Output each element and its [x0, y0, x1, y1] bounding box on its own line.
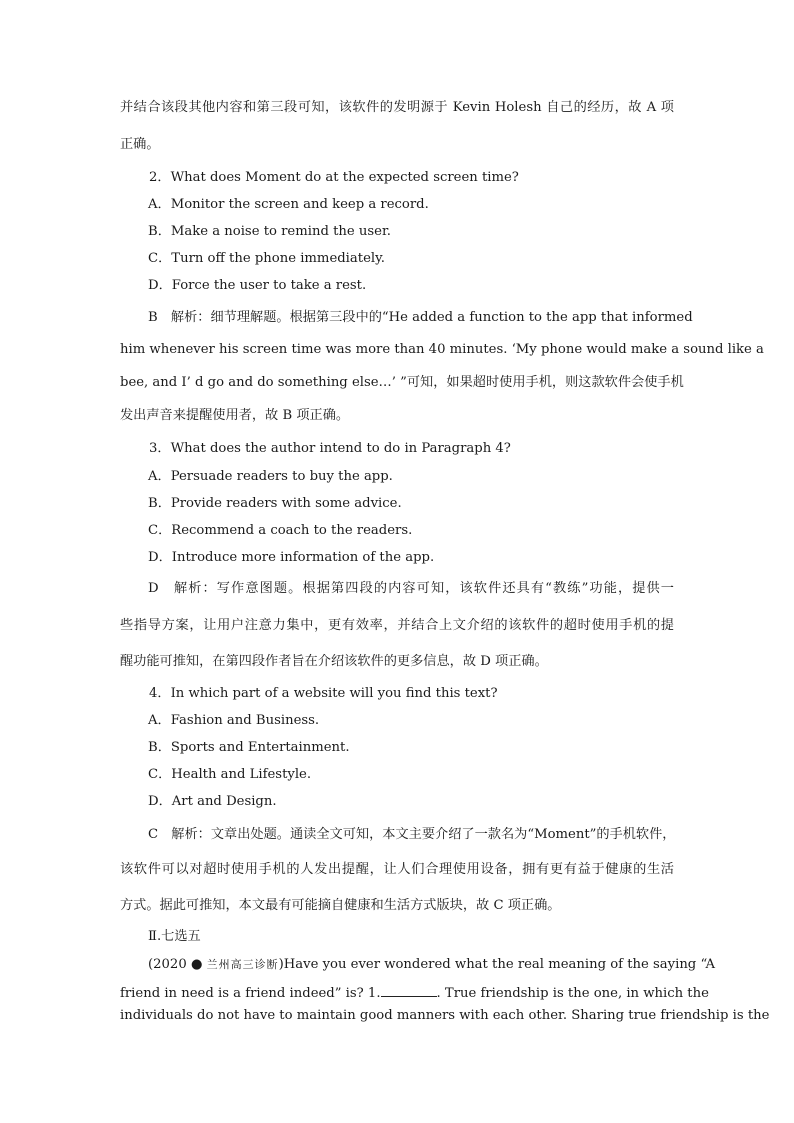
question-3: 3．What does the author intend to do in Paragraph 4? [149, 441, 511, 456]
answer-explanation: D 解析：写作意图题。根据第四段的内容可知，该软件还具有“教练”功能，提供一 [148, 581, 674, 596]
text-line: 醒功能可推知，在第四段作者旨在介绍该软件的更多信息，故 D 项正确。 [120, 654, 548, 669]
text-line: him whenever his screen time was more than 40 minutes. ‘My phone would make a sound like a [120, 342, 764, 357]
passage-line [148, 956, 716, 974]
passage-text: . True friendship is the one, in which the [436, 986, 709, 1001]
text-line: 些指导方案，让用户注意力集中，更有效率，并结合上文介绍的该软件的超时使用手机的提 [120, 618, 674, 633]
question-4: 4．In which part of a website will you find this text? [149, 686, 498, 701]
section-heading: Ⅱ.七选五 [148, 929, 201, 944]
option-a: A．Fashion and Business. [148, 713, 320, 728]
answer-explanation: C 解析：文章出处题。通读全文可知，本文主要介绍了一款名为“Moment”的手机软件， [148, 827, 676, 842]
answer-blank[interactable] [381, 983, 437, 997]
option-d: D．Force the user to take a rest. [148, 278, 367, 293]
text-line: 该软件可以对超时使用手机的人发出提醒，让人们合理使用设备，拥有更有益于健康的生活 [120, 862, 674, 877]
option-c: C．Health and Lifestyle. [148, 767, 312, 782]
answer-explanation: B 解析：细节理解题。根据第三段中的“He added a function to the app that informed [148, 310, 693, 325]
option-b: B．Sports and Entertainment. [148, 740, 350, 755]
option-d: D．Introduce more information of the app. [148, 550, 435, 565]
passage-line: individuals do not have to maintain good manners with each other. Sharing true friendship is the [120, 1008, 770, 1023]
option-a: A．Monitor the screen and keep a record. [148, 197, 429, 212]
passage-text: friend in need is a friend indeed” is? 1. [120, 986, 381, 1001]
text-line: 正确。 [120, 137, 160, 152]
text-line: bee, and I’ d go and do something else…’ ”可知，如果超时使用手机，则这款软件会使手机 [120, 375, 684, 390]
passage-line [120, 983, 709, 1003]
option-b: B．Provide readers with some advice. [148, 496, 402, 511]
option-a: A．Persuade readers to buy the app. [148, 469, 393, 484]
passage-text: )Have you ever wondered what the real meaning of the saying “A [278, 957, 716, 972]
text-line: 方式。据此可推知，本文最有可能摘自健康和生活方式版块，故 C 项正确。 [120, 898, 561, 913]
text-line: 发出声音来提醒使用者，故 B 项正确。 [120, 408, 350, 423]
option-c: C．Recommend a coach to the readers. [148, 523, 413, 538]
question-2: 2．What does Moment do at the expected screen time? [149, 170, 519, 185]
text-line: 并结合该段其他内容和第三段可知，该软件的发明源于 Kevin Holesh 自己的经历，故 A 项 [120, 100, 674, 115]
option-b: B．Make a noise to remind the user. [148, 224, 391, 239]
option-c: C．Turn off the phone immediately. [148, 251, 385, 266]
option-d: D．Art and Design. [148, 794, 277, 809]
passage-prefix: (2020 ● [148, 957, 207, 972]
passage-source: 兰州高三诊断 [206, 958, 279, 971]
